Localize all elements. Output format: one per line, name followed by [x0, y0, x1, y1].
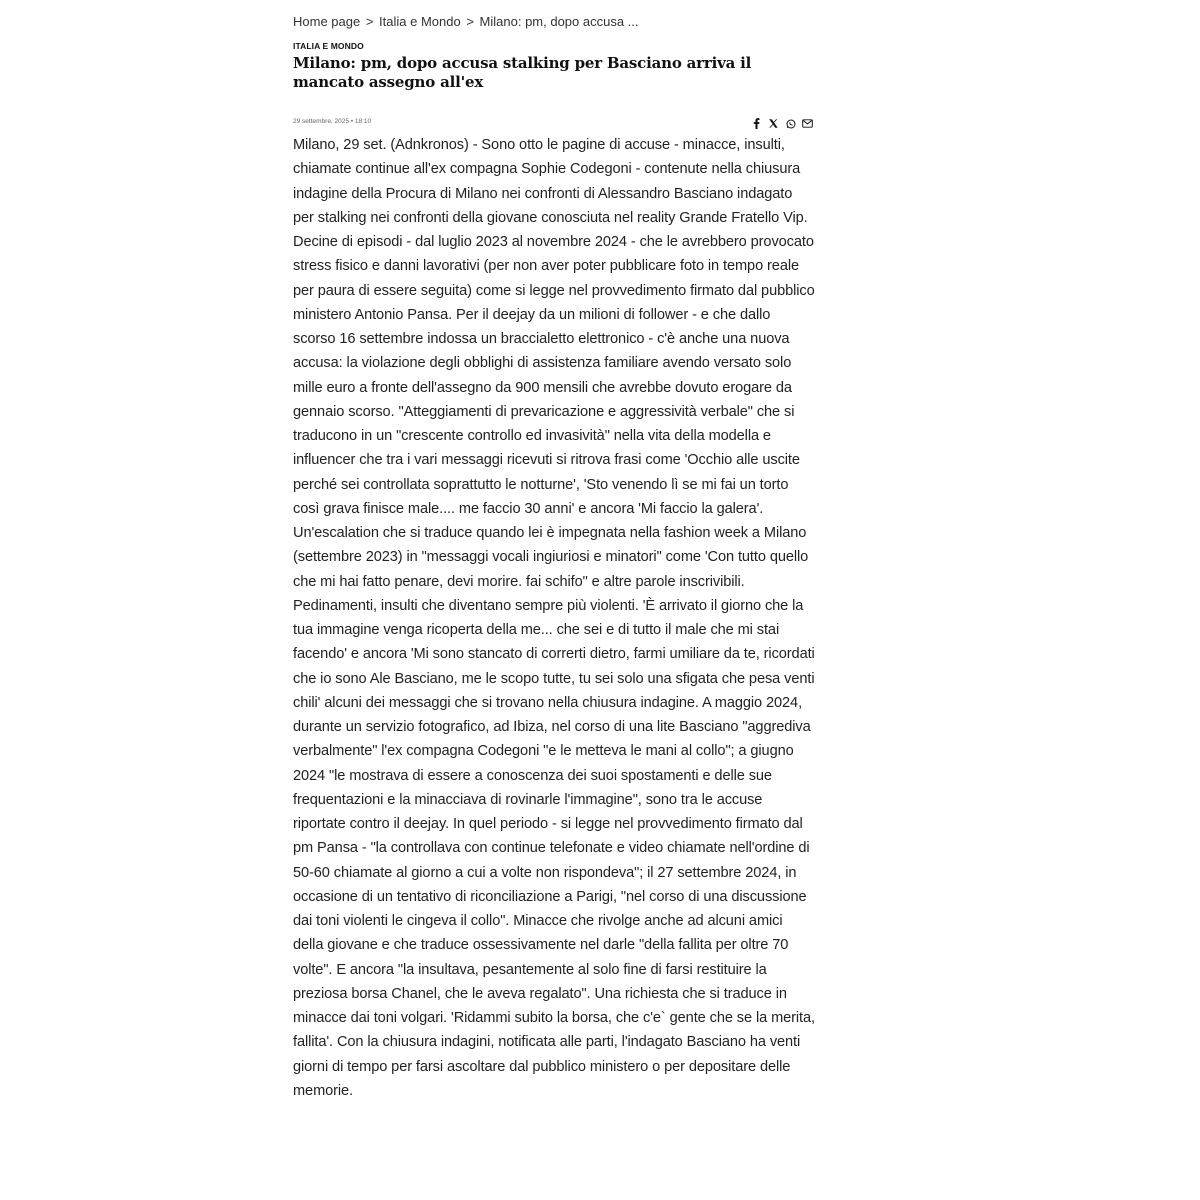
article: [293, 12, 815, 1103]
breadcrumb-current: Milano: pm, dopo accusa ...: [479, 14, 639, 29]
breadcrumb-section-link[interactable]: Italia e Mondo: [379, 14, 461, 29]
share-bar: [751, 118, 813, 129]
article-body: [293, 133, 815, 1103]
breadcrumb-separator: >: [462, 14, 478, 29]
breadcrumb: [293, 12, 815, 32]
x-icon[interactable]: [768, 118, 779, 129]
breadcrumb-separator: >: [362, 14, 378, 29]
article-meta: [293, 118, 815, 132]
article-title: Milano: pm, dopo accusa stalking per Basciano arriva il mancato assegno all'ex: [293, 54, 752, 91]
article-paragraph: Milano, 29 set. (Adnkronos) - Sono otto le pagine di accuse - minacce, insulti, chiamate continue all'ex compagna Sophie Codegoni - contenute nella chiusura indagine della Procura di Milano nei confronti di Alessandro Basciano indagato per stalking nei confronti della giovane conosciuta nel reality Grande Fratello Vip. Decine di episodi - dal luglio 2023 al novembre 2024 - che le avrebbero provocato stress fisico e danni lavorativi (per non aver poter pubblicare foto in tempo reale per paura di essere seguita) come si legge nel provvedimento firmato dal pubblico ministero Antonio Pansa. Per il deejay da un milioni di follower - e che dallo scorso 16 settembre indossa un braccialetto elettronico - c'è anche una nuova accusa: la violazione degli obblighi di assistenza familiare avendo versato solo mille euro a fronte dell'assegno da 900 mensili che avrebbe dovuto erogare da gennaio scorso. "Atteggiamenti di prevaricazione e aggressività verbale" che si traducono in un "crescente controllo ed invasività" nella vita della modella e influencer che tra i vari messaggi ricevuti si ritrova frasi come 'Occhio alle uscite perché sei controllata soprattutto le notturne', 'Sto venendo lì se mi fai un torto così grava finisce male.... me faccio 30 anni' e ancora 'Mi faccio la galera'. Un'escalation che si traduce quando lei è impegnata nella fashion week a Milano (settembre 2023) in "messaggi vocali ingiuriosi e minatori" come 'Con tutto quello che mi hai fatto penare, devi morire. fai schifo" e altre parole inscrivibili. Pedinamenti, insulti che diventano sempre più violenti. 'È arrivato il giorno che la tua immagine venga ricoperta della me... che sei e di tutto il male che mi stai facendo' e ancora 'Mi sono stancato di correrti dietro, farmi umiliare da te, ricordati che io sono Ale Basciano, me le scopo tutte, tu sei solo una sfigata che pesa venti chili' alcuni dei messaggi che si trovano nella chiusura indagine. A maggio 2024, durante un servizio fotografico, ad Ibiza, nel corso di una lite Basciano "aggrediva verbalmente" l'ex compagna Codegoni "e le metteva le mani al collo"; a giugno 2024 "le mostrava di essere a conoscenza dei suoi spostamenti e delle sue frequentazioni e la minacciava di rovinarle l'immagine", sono tra le accuse riportate contro il deejay. In quel periodo - si legge nel provvedimento firmato dal pm Pansa - "la controllava con continue telefonate e video chiamate nell'ordine di 50-60 chiamate al giorno a cui a volte non rispondeva"; il 27 settembre 2024, in occasione di un tentativo di riconciliazione a Parigi, "nel corso di una discussione dai toni violenti le cingeva il collo". Minacce che rivolge anche ad alcuni amici della giovane e che traduce ossessivamente nel darle "della fallita per oltre 70 volte". E ancora "la insultava, pesantemente al solo fine di farsi restituire la preziosa borsa Chanel, che le aveva regalato". Una richiesta che si traduce in minacce dai toni volgari. 'Ridammi subito la borsa, che c'e` gente che se la merita, fallita'. Con la chiusura indagini, notificata alle parti, l'indagato Basciano ha venti giorni di tempo per farsi ascoltare dal pubblico ministero o per depositare delle memorie.: [293, 137, 815, 1099]
breadcrumb-home-link[interactable]: Home page: [293, 14, 361, 29]
email-icon[interactable]: [802, 118, 813, 129]
facebook-icon[interactable]: [751, 118, 762, 129]
article-category: ITALIA E MONDO: [293, 41, 364, 51]
article-date: 29 settembre, 2025 • 18:10: [293, 118, 372, 125]
whatsapp-icon[interactable]: [785, 118, 796, 129]
